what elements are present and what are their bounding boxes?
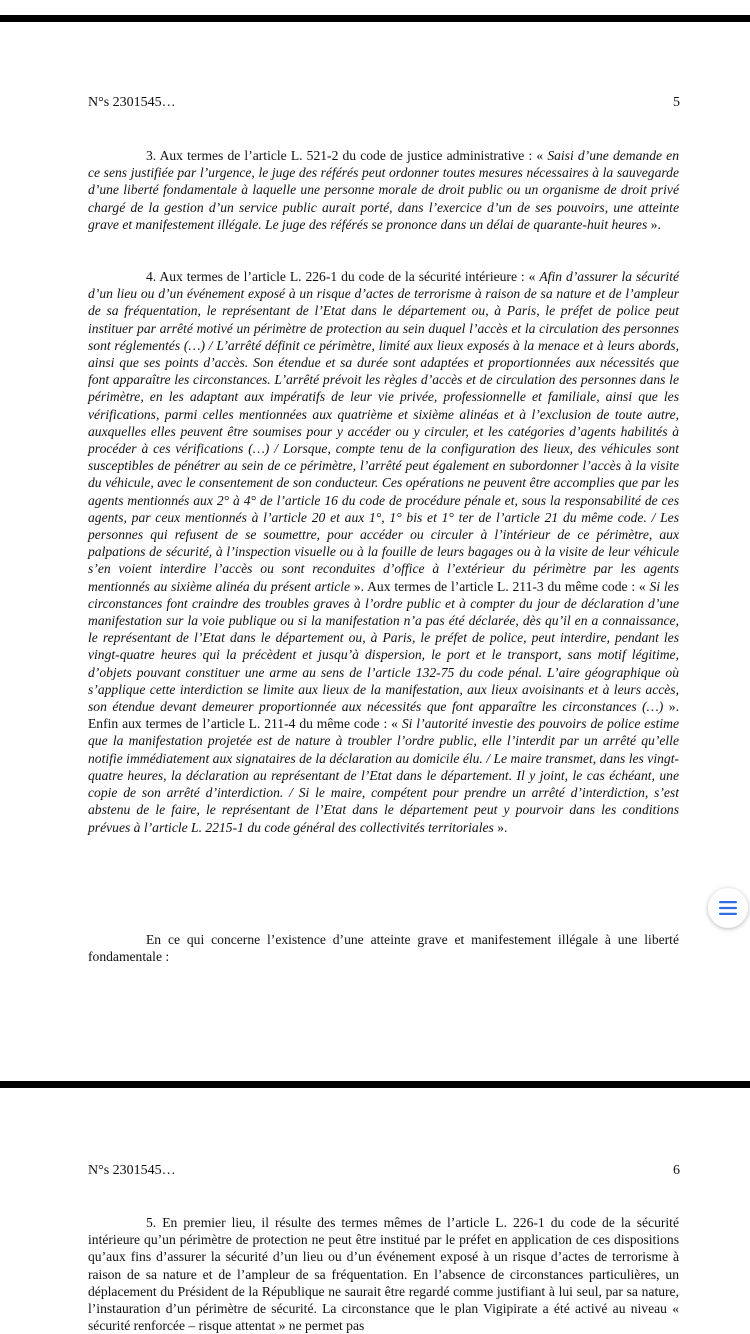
page-number: 6 <box>673 1163 680 1178</box>
page-number: 5 <box>673 95 680 110</box>
page-header <box>88 1162 680 1179</box>
paragraph-5: 5. En premier lieu, il résulte des termes mêmes de l’article L. 226-1 du code de la sécurité intérieure qu’un périmètre de protection ne peut être institué par le préfet en application de ces dispositions qu’aux fins d’assurer la sécurité d’un lieu ou d’un événement exposé à un risque d’actes de terrorisme à raison de sa nature et de l’ampleur de sa fréquentation. En l’absence de circonstances particulières, un déplacement du Président de la République ne saurait être regardé comme justifiant à lui seul, par sa nature, l’instauration d’un périmètre de sécurité. La circonstance que le plan Vigipirate a été activé au niveau « sécurité renforcée – risque attentat » ne permet pas <box>88 1215 679 1334</box>
case-number: N°s 2301545… <box>88 1163 176 1178</box>
page-header <box>88 94 680 111</box>
list-icon <box>718 900 738 916</box>
document-page-6 <box>0 1088 750 1334</box>
section-heading: En ce qui concerne l’existence d’une atteinte grave et manifestement illégale à une liberté fondamentale : <box>88 932 679 965</box>
paragraph-4: 4. Aux termes de l’article L. 226-1 du code de la sécurité intérieure : « Afin d’assurer la sécurité d’un lieu ou d’un événement exposé à un risque d’actes de terrorisme à raison de sa nature et de l’ampleur de sa fréquentation, le représentant de l’Etat dans le département ou, à Paris, le préfet de police peut instituer par arrêté motivé un périmètre de protection au sein duquel l’accès et la circulation des personnes sont réglementés (…) / L’arrêté définit ce périmètre, limité aux lieux exposés à la menace et à leurs abords, ainsi que ses points d’accès. Son étendue et sa durée sont adaptées et proportionnées aux nécessités que font apparaître les circonstances. L’arrêté prévoit les règles d’accès et de circulation des personnes dans le périmètre, en les adaptant aux impératifs de leur vie privée, professionnelle et familiale, ainsi que les vérifications, parmi celles mentionnées aux quatrième et sixième alinéas et à l’exclusion de toute autre, auxquelles elles peuvent être soumises pour y accéder ou y circuler, et les catégories d’agents habilités à procéder à ces vérifications (…) / Lorsque, compte tenu de la configuration des lieux, des véhicules sont susceptibles de pénétrer au sein de ce périmètre, l’arrêté peut également en subordonner l’accès à la visite du véhicule, avec le consentement de son conducteur. Ces opérations ne peuvent être accomplies que par les agents mentionnés aux 2° à 4° de l’article 16 du code de procédure pénale et, sous la responsabilité de ces agents, par ceux mentionnés à l’article 20 et aux 1°, 1° bis et 1° ter de l’article 21 du même code. / Les personnes qui refusent de se soumettre, pour accéder ou circuler à l’intérieur de ce périmètre, aux palpations de sécurité, à l’inspection visuelle ou à la fouille de leurs bagages ou à la visite de leur véhicule s’en voient interdire l’accès ou sont reconduites d’office à l’extérieur du périmètre par les agents mentionnés au sixième alinéa du présent article ». Aux termes de l’article L. 211-3 du même code : « Si les circonstances font craindre des troubles graves à l’ordre public et à compter du jour de déclaration d’une manifestation sur la voie publique ou si la manifestation n’a pas été déclarée, dès qu’il en a connaissance, le représentant de l’Etat dans le département ou, à Paris, le préfet de police, peut interdire, pendant les vingt-quatre heures qui la précèdent et jusqu’à dispersion, le port et le transport, sans motif légitime, d’objets pouvant constituer une arme au sens de l’article 132-75 du code pénal. L’aire géographique où s’applique cette interdiction se limite aux lieux de la manifestation, aux lieux avoisinants et à leurs accès, son étendue devant demeurer proportionnée aux nécessités que font apparaître les circonstances (…) ». Enfin aux termes de l’article L. 211-4 du même code : « Si l’autorité investie des pouvoirs de police estime que la manifestation projetée est de nature à troubler l’ordre public, elle l’interdit par un arrêté qu’elle notifie immédiatement aux signataires de la déclaration au domicile élu. / Le maire transmet, dans les vingt-quatre heures, la déclaration au représentant de l’Etat dans le département. Il y joint, le cas échéant, une copie de son arrêté d’interdiction. / Si le maire, compétent pour prendre un arrêté d’interdiction, s’est abstenu de le faire, le représentant de l’Etat dans le département peut y pourvoir dans les conditions prévues à l’article L. 2215-1 du code général des collectivités territoriales ». <box>88 269 680 835</box>
page-break-separator <box>0 1081 750 1088</box>
table-of-contents-button[interactable] <box>708 888 748 928</box>
paragraph-3: 3. Aux termes de l’article L. 521-2 du code de justice administrative : « Saisi d’une demande en ce sens justifiée par l’urgence, le juge des référés peut ordonner toutes mesures nécessaires à la sauvegarde d’une liberté fondamentale à laquelle une personne morale de droit public ou un organisme de droit privé chargé de la gestion d’un service public aurait porté, dans l’exercice d’un de ses pouvoirs, une atteinte grave et manifestement illégale. Le juge des référés se prononce dans un délai de quarante-huit heures ». <box>88 148 679 232</box>
case-number: N°s 2301545… <box>88 95 176 110</box>
